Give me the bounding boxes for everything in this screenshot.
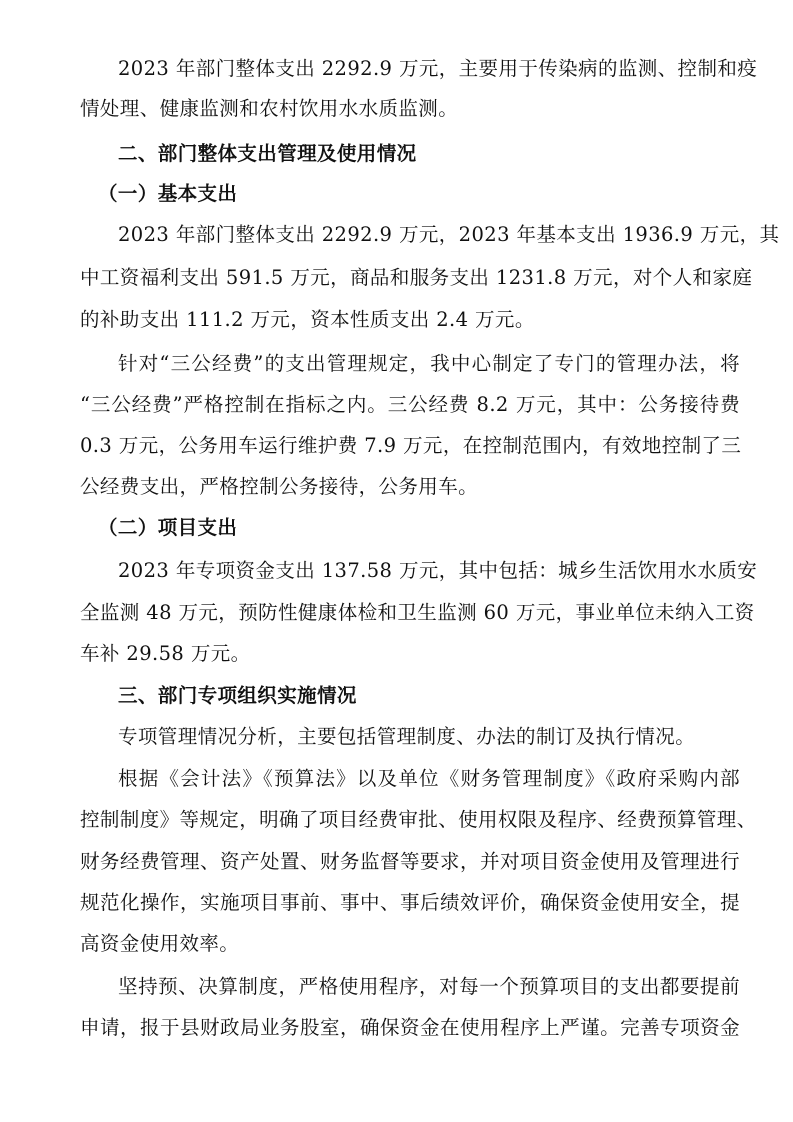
paragraph-line: 2023 年部门整体支出 2292.9 万元，主要用于传染病的监测、控制和疫 [118, 57, 758, 80]
paragraph-line: 2023 年部门整体支出 2292.9 万元，2023 年基本支出 1936.9 万元，其 [118, 223, 780, 246]
paragraph-line: 坚持预、决算制度，严格使用程序，对每一个预算项目的支出都要提前 [118, 975, 740, 998]
paragraph-line: 高资金使用效率。 [80, 932, 240, 955]
paragraph-line: 车补 29.58 万元。 [80, 642, 251, 665]
subsection-heading: （二）项目支出 [98, 516, 238, 539]
paragraph-line: 全监测 48 万元，预防性健康体检和卫生监测 60 万元，事业单位未纳入工资 [80, 601, 755, 624]
paragraph-line: 情处理、健康监测和农村饮用水水质监测。 [80, 97, 459, 120]
section-heading: 三、部门专项组织实施情况 [118, 684, 357, 707]
section-heading: 二、部门整体支出管理及使用情况 [118, 142, 417, 165]
paragraph-line: 的补助支出 111.2 万元，资本性质支出 2.4 万元。 [80, 308, 535, 331]
subsection-heading: （一）基本支出 [98, 182, 238, 205]
paragraph-line: “三公经费”严格控制在指标之内。三公经费 8.2 万元，其中：公务接待费 [80, 393, 740, 416]
paragraph-line: 公经费支出，严格控制公务接待，公务用车。 [80, 475, 479, 498]
paragraph-line: 申请，报于县财政局业务股室，确保资金在使用程序上严谨。完善专项资金 [80, 1016, 740, 1039]
paragraph-line: 专项管理情况分析，主要包括管理制度、办法的制订及执行情况。 [118, 725, 696, 748]
paragraph-line: 规范化操作，实施项目事前、事中、事后绩效评价，确保资金使用安全，提 [80, 891, 740, 914]
paragraph-line: 中工资福利支出 591.5 万元，商品和服务支出 1231.8 万元，对个人和家庭 [80, 266, 753, 289]
paragraph-line: 2023 年专项资金支出 137.58 万元，其中包括：城乡生活饮用水水质安 [118, 559, 758, 582]
paragraph-line: 财务经费管理、资产处置、财务监督等要求，并对项目资金使用及管理进行 [80, 850, 740, 873]
paragraph-line: 根据《会计法》《预算法》以及单位《财务管理制度》《政府采购内部 [118, 767, 740, 790]
paragraph-line: 控制制度》等规定，明确了项目经费审批、使用权限及程序、经费预算管理、 [80, 808, 757, 831]
paragraph-line: 0.3 万元，公务用车运行维护费 7.9 万元，在控制范围内，有效地控制了三 [80, 434, 742, 457]
paragraph-line: 针对“三公经费”的支出管理规定，我中心制定了专门的管理办法，将 [118, 352, 740, 375]
